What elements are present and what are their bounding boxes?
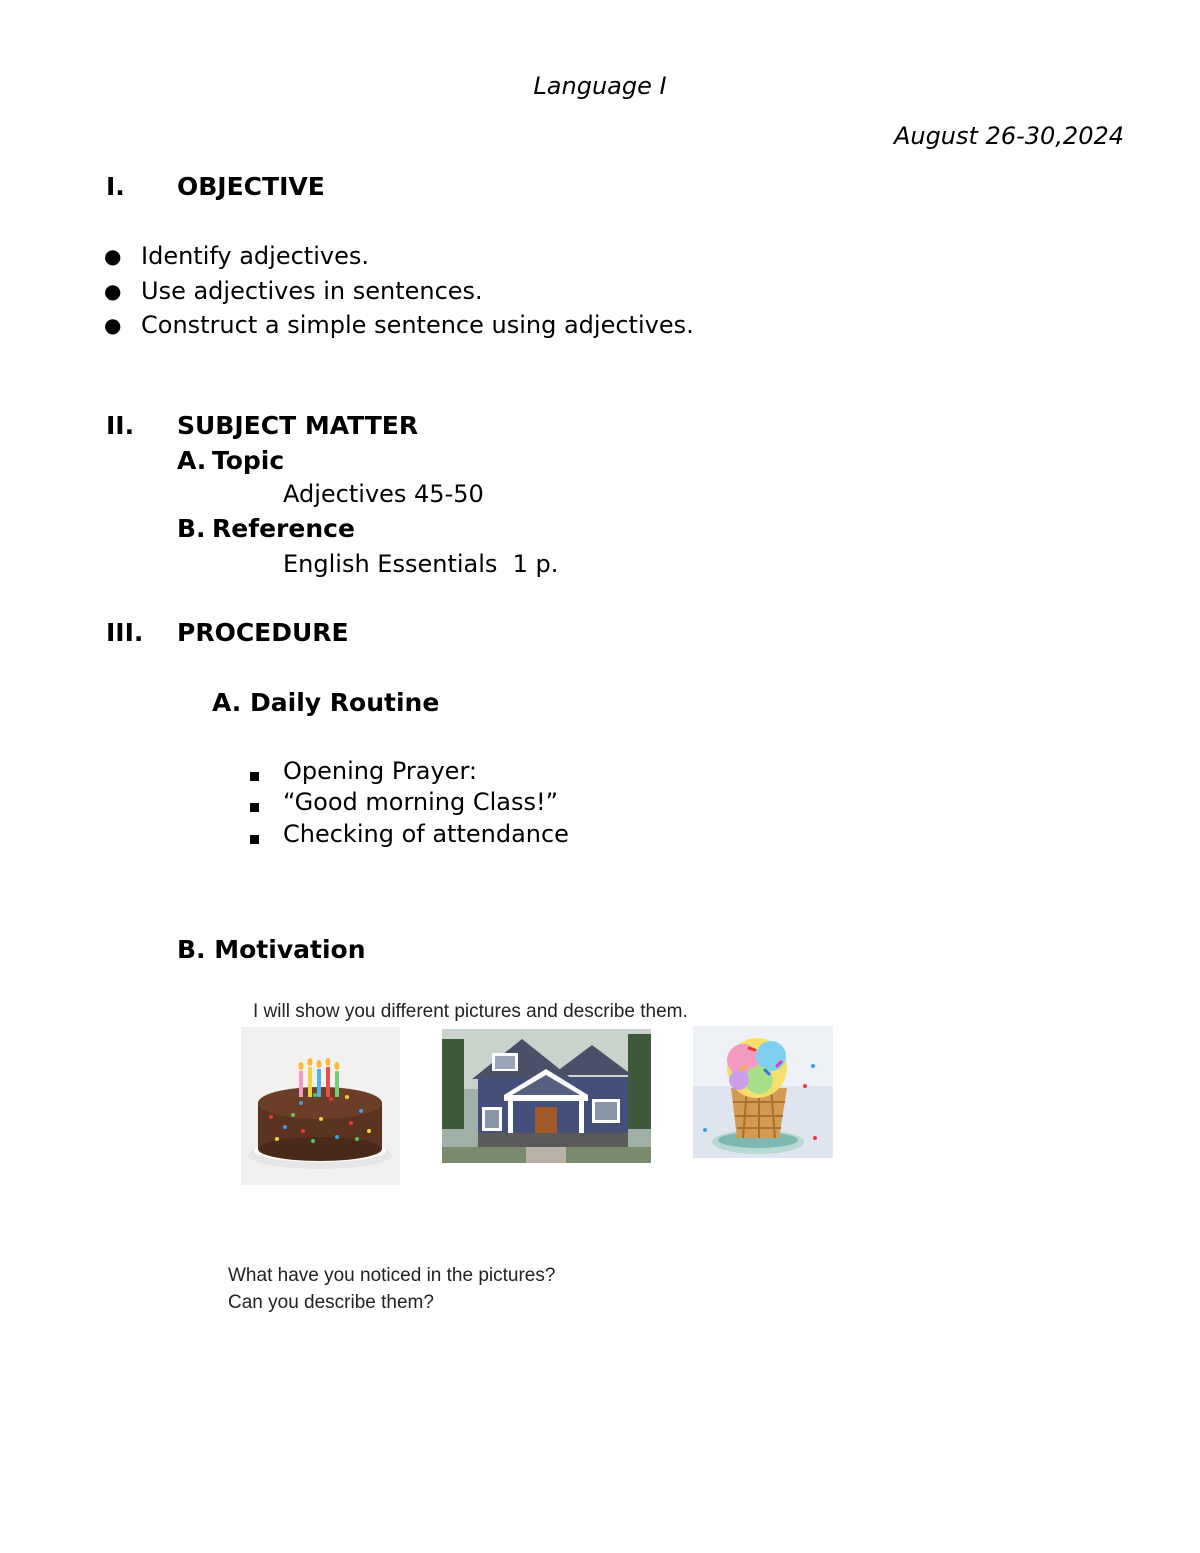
objective-item: Construct a simple sentence using adjectives. (141, 311, 694, 339)
section-number-objective: I. (106, 172, 125, 201)
routine-item: Opening Prayer: (283, 757, 477, 785)
cake-picture (241, 1027, 400, 1185)
motivation-question: What have you noticed in the pictures? (228, 1265, 556, 1286)
routine-item: “Good morning Class!” (283, 788, 559, 816)
motivation-instruction: I will show you different pictures and describe them. (253, 1001, 688, 1022)
objective-item: Use adjectives in sentences. (141, 277, 483, 305)
topic-label: Topic (212, 446, 285, 475)
section-heading-objective: OBJECTIVE (177, 172, 325, 201)
objective-item: Identify adjectives. (141, 242, 369, 270)
section-number-subject-matter: II. (106, 411, 135, 440)
square-bullet-icon (250, 797, 259, 816)
section-heading-procedure: PROCEDURE (177, 618, 349, 647)
section-number-procedure: III. (106, 618, 144, 647)
square-bullet-icon (250, 829, 259, 848)
routine-item: Checking of attendance (283, 820, 569, 848)
section-heading-subject-matter: SUBJECT MATTER (177, 411, 419, 440)
document-date: August 26-30,2024 (893, 122, 1124, 150)
bullet-dot-icon: ● (104, 244, 122, 268)
house-picture (442, 1029, 651, 1163)
square-bullet-icon (250, 766, 259, 785)
bullet-dot-icon: ● (104, 279, 122, 303)
daily-routine-heading: A. Daily Routine (212, 688, 440, 717)
reference-value: English Essentials 1 p. (283, 550, 559, 578)
reference-label: Reference (212, 514, 355, 543)
motivation-question: Can you describe them? (228, 1292, 434, 1313)
bullet-dot-icon: ● (104, 313, 122, 337)
ice-cream-picture (693, 1026, 833, 1158)
document-title: Language I (533, 72, 667, 100)
reference-letter: B. (177, 514, 206, 543)
motivation-heading: B. Motivation (177, 935, 366, 964)
topic-letter: A. (177, 446, 207, 475)
topic-value: Adjectives 45-50 (283, 480, 484, 508)
